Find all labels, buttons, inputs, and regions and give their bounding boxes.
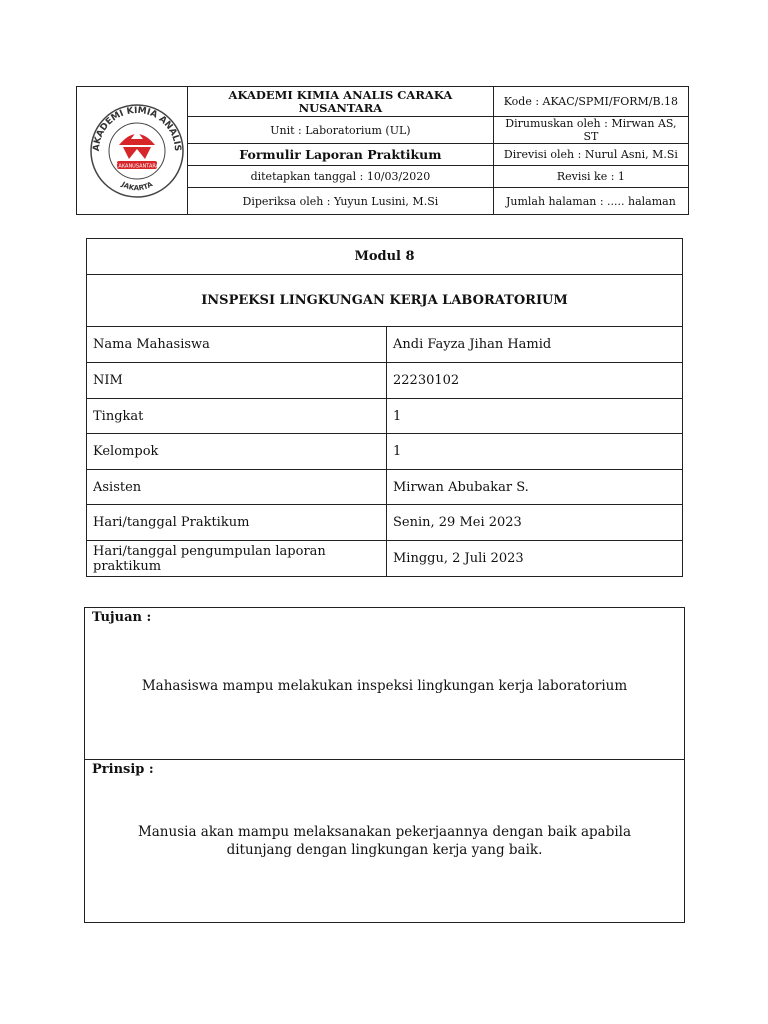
module-number: Modul 8 bbox=[87, 239, 683, 275]
row-label: Kelompok bbox=[87, 434, 387, 470]
form-code: Kode : AKAC/SPMI/FORM/B.18 bbox=[493, 87, 688, 117]
checked-by: Diperiksa oleh : Yuyun Lusini, M.Si bbox=[188, 188, 494, 215]
logo-ring-top: AKADEMI KIMIA ANALIS bbox=[91, 105, 183, 152]
row-label: Tingkat bbox=[87, 399, 387, 434]
prinsip-label: Prinsip : bbox=[92, 762, 154, 777]
table-row bbox=[87, 470, 683, 505]
prinsip-line-1: Manusia akan mampu melaksanakan pekerjaannya dengan baik apabila bbox=[137, 824, 632, 840]
formulated-by: Dirumuskan oleh : Mirwan AS, ST bbox=[493, 117, 688, 144]
module-title: INSPEKSI LINGKUNGAN KERJA LABORATORIUM bbox=[87, 275, 683, 327]
row-label: Hari/tanggal Praktikum bbox=[87, 505, 387, 541]
prinsip-section bbox=[84, 759, 685, 923]
form-title: Formulir Laporan Praktikum bbox=[188, 144, 494, 166]
established-date: ditetapkan tanggal : 10/03/2020 bbox=[188, 166, 494, 188]
revision-number: Revisi ke : 1 bbox=[493, 166, 688, 188]
document-header bbox=[76, 86, 689, 215]
table-row bbox=[87, 505, 683, 541]
module-info-table bbox=[86, 238, 683, 577]
tujuan-text: Mahasiswa mampu melakukan inspeksi lingkungan kerja laboratorium bbox=[141, 678, 628, 694]
row-value: Senin, 29 Mei 2023 bbox=[387, 505, 683, 541]
table-row bbox=[87, 541, 683, 577]
tujuan-label: Tujuan : bbox=[92, 610, 152, 625]
institution-name: AKADEMI KIMIA ANALIS CARAKA NUSANTARA bbox=[188, 87, 494, 117]
unit-label: Unit : Laboratorium (UL) bbox=[188, 117, 494, 144]
row-value: 1 bbox=[387, 399, 683, 434]
page-count: Jumlah halaman : ..... halaman bbox=[493, 188, 688, 215]
table-row bbox=[87, 399, 683, 434]
logo-ring-bottom: JAKARTA bbox=[120, 180, 154, 193]
table-row bbox=[87, 363, 683, 399]
row-value: 22230102 bbox=[387, 363, 683, 399]
row-value: 1 bbox=[387, 434, 683, 470]
row-label: Hari/tanggal pengumpulan laporan praktikum bbox=[87, 541, 387, 577]
logo-emblem-icon bbox=[77, 89, 187, 209]
row-label: Asisten bbox=[87, 470, 387, 505]
row-label: Nama Mahasiswa bbox=[87, 327, 387, 363]
revised-by: Direvisi oleh : Nurul Asni, M.Si bbox=[493, 144, 688, 166]
row-value: Mirwan Abubakar S. bbox=[387, 470, 683, 505]
svg-text:JAKARTA bbox=[119, 180, 154, 192]
institution-logo bbox=[77, 87, 188, 215]
tujuan-section bbox=[84, 607, 685, 760]
row-value: Minggu, 2 Juli 2023 bbox=[387, 541, 683, 577]
logo-banner-text: CAKANUSANTARA bbox=[114, 163, 160, 170]
prinsip-line-2: ditunjang dengan lingkungan kerja yang baik. bbox=[226, 842, 543, 858]
table-row bbox=[87, 434, 683, 470]
table-row bbox=[87, 327, 683, 363]
row-label: NIM bbox=[87, 363, 387, 399]
row-value: Andi Fayza Jihan Hamid bbox=[387, 327, 683, 363]
